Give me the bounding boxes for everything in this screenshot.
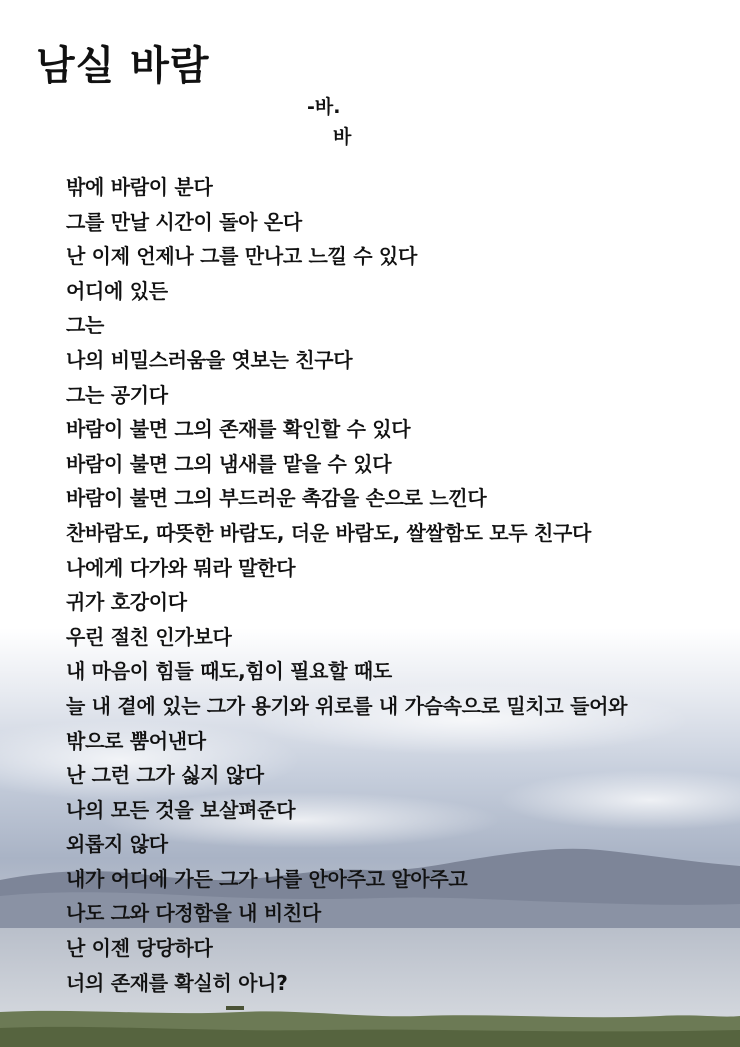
poem-line: 찬바람도, 따뜻한 바람도, 더운 바람도, 쌀쌀함도 모두 친구다 [66, 520, 592, 545]
poem-line: 어디에 있든 [66, 278, 168, 303]
poem-body [66, 170, 726, 1000]
poem-line: 그는 [66, 313, 105, 338]
author-line-2: 바 [333, 126, 352, 148]
poem-line: 너의 존재를 확실히 아니? [66, 970, 288, 995]
poem-line: 귀가 호강이다 [66, 590, 187, 615]
poem-line: 외롭지 않다 [66, 832, 168, 857]
poem-line: 난 이젠 당당하다 [66, 936, 213, 961]
poem-line: 바람이 불면 그의 부드러운 촉감을 손으로 느낀다 [66, 486, 487, 511]
poem-line: 밖으로 뿜어낸다 [66, 728, 206, 753]
poem-line: 바람이 불면 그의 존재를 확인할 수 있다 [66, 417, 411, 442]
poem-line: 나의 모든 것을 보살펴준다 [66, 797, 296, 822]
poem-line: 내가 어디에 가든 그가 나를 안아주고 알아주고 [66, 866, 468, 891]
poem-line: 나의 비밀스러움을 엿보는 친구다 [66, 347, 353, 372]
poem-title: 남실 바람 [36, 43, 210, 89]
author-line-1: -바. [307, 96, 341, 118]
poem-line: 우린 절친 인가보다 [66, 624, 232, 649]
poem-line: 난 이제 언제나 그를 만나고 느낄 수 있다 [66, 244, 417, 269]
poem-line: 난 그런 그가 싫지 않다 [66, 763, 264, 788]
poem-line: 그는 공기다 [66, 382, 168, 407]
poem-line: 나도 그와 다정함을 내 비친다 [66, 901, 321, 926]
poem-line: 나에게 다가와 뭐라 말한다 [66, 555, 296, 580]
poem-line: 바람이 불면 그의 냄새를 맡을 수 있다 [66, 451, 392, 476]
poem-line: 내 마음이 힘들 때도,힘이 필요할 때도 [66, 659, 392, 684]
poem-line: 밖에 바람이 분다 [66, 175, 213, 199]
poem-line: 늘 내 곁에 있는 그가 용기와 위로를 내 가슴속으로 밀치고 들어와 [66, 693, 628, 718]
poem-line: 그를 만날 시간이 돌아 온다 [66, 209, 302, 234]
